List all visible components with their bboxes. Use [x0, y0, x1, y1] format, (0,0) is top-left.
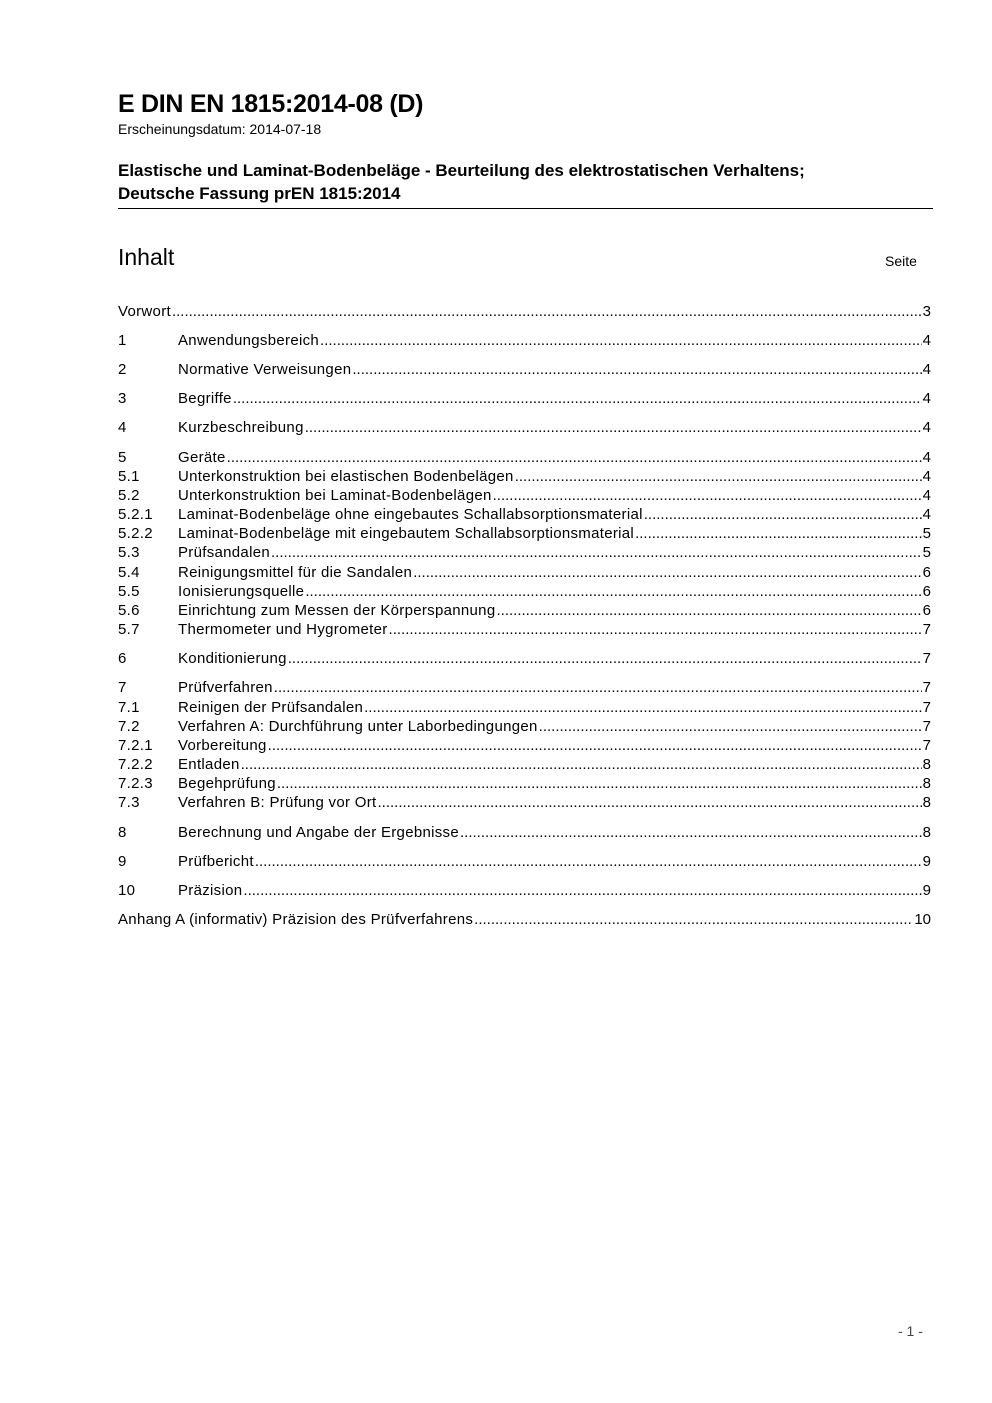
toc-entry-page: 4 — [922, 449, 931, 466]
toc-entry-page: 7 — [922, 621, 931, 638]
toc-entry-page: 9 — [922, 882, 931, 899]
toc-dot-leader — [305, 582, 921, 601]
toc-entry[interactable] — [118, 524, 931, 543]
toc-entry[interactable] — [118, 881, 931, 900]
toc-entry-title: Konditionierung — [178, 650, 287, 667]
toc-entry-number: 6 — [118, 650, 127, 667]
title-line-1: Elastische und Laminat-Bodenbeläge - Beurteilung des elektrostatischen Verhaltens; — [118, 161, 805, 180]
toc-entry[interactable] — [118, 582, 931, 601]
toc-entry-page: 6 — [922, 602, 931, 619]
toc-entry[interactable] — [118, 698, 931, 717]
toc-dot-leader — [474, 910, 913, 929]
toc-entry[interactable] — [118, 505, 931, 524]
toc-entry[interactable] — [118, 543, 931, 562]
toc-entry[interactable] — [118, 774, 931, 793]
toc-entry-number: 9 — [118, 853, 127, 870]
toc-entry-title: Reinigen der Prüfsandalen — [178, 699, 364, 716]
toc-entry-number: 5.2.1 — [118, 506, 153, 523]
toc-entry-title: Laminat-Bodenbeläge mit eingebautem Schallabsorptionsmaterial — [178, 525, 635, 542]
toc-entry-page: 8 — [922, 824, 931, 841]
toc-entry-page: 8 — [922, 794, 931, 811]
toc-entry-page: 4 — [922, 506, 931, 523]
toc-entry-number: 7.1 — [118, 699, 140, 716]
toc-entry-number: 7.2.3 — [118, 775, 153, 792]
toc-entry-page: 8 — [922, 756, 931, 773]
toc-entry-title: Entladen — [178, 756, 240, 773]
toc-entry-page: 6 — [922, 564, 931, 581]
toc-entry[interactable] — [118, 736, 931, 755]
toc-entry-number: 2 — [118, 361, 127, 378]
toc-dot-leader — [460, 823, 922, 842]
toc-entry-title: Vorbereitung — [178, 737, 267, 754]
toc-entry-number: 3 — [118, 390, 127, 407]
toc-entry-number: 5.3 — [118, 544, 140, 561]
toc-entry[interactable] — [118, 486, 931, 505]
toc-entry[interactable] — [118, 418, 931, 437]
toc-entry-title: Unterkonstruktion bei Laminat-Bodenbelägen — [178, 487, 492, 504]
toc-dot-leader — [635, 524, 922, 543]
toc-entry-page: 7 — [922, 718, 931, 735]
toc-dot-leader — [364, 698, 922, 717]
toc-entry-title: Anwendungsbereich — [178, 332, 320, 349]
toc-entry[interactable] — [118, 331, 931, 350]
toc-entry-number: 1 — [118, 332, 127, 349]
toc-entry-number: 8 — [118, 824, 127, 841]
toc-entry-page: 5 — [922, 544, 931, 561]
toc-entry-page: 4 — [922, 361, 931, 378]
toc-entry-page: 6 — [922, 583, 931, 600]
toc-entry-title: Ionisierungsquelle — [178, 583, 305, 600]
toc-dot-leader — [515, 467, 922, 486]
toc-dot-leader — [227, 448, 922, 467]
toc-dot-leader — [539, 717, 922, 736]
document-code: E DIN EN 1815:2014-08 (D) — [118, 90, 424, 118]
toc-entry-number: 5.7 — [118, 621, 140, 638]
toc-entry-title: Thermometer und Hygrometer — [178, 621, 388, 638]
toc-dot-leader — [493, 486, 922, 505]
toc-entry[interactable] — [118, 755, 931, 774]
toc-dot-leader — [271, 543, 922, 562]
toc-entry-page: 4 — [922, 332, 931, 349]
toc-entry-title: Normative Verweisungen — [178, 361, 352, 378]
page-column-label: Seite — [885, 253, 917, 269]
toc-entry-page: 10 — [914, 911, 931, 928]
toc-entry-page: 7 — [922, 699, 931, 716]
toc-entry-title: Laminat-Bodenbeläge ohne eingebautes Schallabsorptionsmaterial — [178, 506, 643, 523]
release-date: Erscheinungsdatum: 2014-07-18 — [118, 121, 322, 137]
toc-entry[interactable] — [118, 649, 931, 668]
toc-entry-page: 8 — [922, 775, 931, 792]
toc-entry-number: 5.1 — [118, 468, 140, 485]
toc-entry-page: 4 — [922, 419, 931, 436]
toc-entry-title: Präzision — [178, 882, 243, 899]
document-title — [118, 159, 933, 209]
toc-dot-leader — [352, 360, 921, 379]
title-line-2: Deutsche Fassung prEN 1815:2014 — [118, 184, 401, 203]
toc-dot-leader — [274, 678, 922, 697]
toc-entry-number: 7.3 — [118, 794, 140, 811]
toc-dot-leader — [277, 774, 922, 793]
toc-entry-page: 7 — [922, 650, 931, 667]
toc-entry[interactable] — [118, 910, 931, 929]
toc-entry-number: 10 — [118, 882, 136, 899]
toc-entry[interactable] — [118, 467, 931, 486]
toc-dot-leader — [644, 505, 922, 524]
toc-entry[interactable] — [118, 678, 931, 697]
toc-entry-page: 4 — [922, 390, 931, 407]
toc-dot-leader — [378, 793, 922, 812]
toc-entry-title: Verfahren B: Prüfung vor Ort — [178, 794, 377, 811]
toc-entry[interactable] — [118, 448, 931, 467]
toc-entry-number: 4 — [118, 419, 127, 436]
toc-entry-page: 3 — [922, 303, 931, 320]
toc-entry[interactable] — [118, 717, 931, 736]
toc-entry-title: Prüfbericht — [178, 853, 254, 870]
toc-dot-leader — [389, 620, 922, 639]
toc-entry[interactable] — [118, 823, 931, 842]
toc-entry-title: Reinigungsmittel für die Sandalen — [178, 564, 413, 581]
toc-dot-leader — [268, 736, 922, 755]
toc-entry-number: 5.4 — [118, 564, 140, 581]
toc-entry-number: 5.5 — [118, 583, 140, 600]
toc-entry-title: Begriffe — [178, 390, 232, 407]
toc-dot-leader — [305, 418, 922, 437]
toc-entry[interactable] — [118, 302, 931, 321]
toc-entry-number: 7 — [118, 679, 127, 696]
page-number: - 1 - — [898, 1323, 923, 1339]
toc-entry-page: 4 — [922, 487, 931, 504]
toc-dot-leader — [320, 331, 922, 350]
toc-entry-page: 9 — [922, 853, 931, 870]
toc-entry-title: Prüfverfahren — [178, 679, 273, 696]
toc-dot-leader — [233, 389, 922, 408]
toc-entry-title: Kurzbeschreibung — [178, 419, 304, 436]
toc-entry-title: Unterkonstruktion bei elastischen Bodenbelägen — [178, 468, 514, 485]
toc-entry-number: 7.2.1 — [118, 737, 153, 754]
toc-entry-title: Vorwort — [118, 303, 171, 320]
toc-dot-leader — [288, 649, 922, 668]
toc-entry-title: Prüfsandalen — [178, 544, 270, 561]
toc-dot-leader — [243, 881, 921, 900]
toc-entry-page: 5 — [922, 525, 931, 542]
toc-entry-number: 5 — [118, 449, 127, 466]
toc-entry[interactable] — [118, 360, 931, 379]
toc-entry[interactable] — [118, 389, 931, 408]
toc-entry-page: 7 — [922, 679, 931, 696]
toc-entry[interactable] — [118, 563, 931, 582]
toc-heading: Inhalt — [118, 244, 175, 270]
toc-entry[interactable] — [118, 601, 931, 620]
toc-entry-page: 7 — [922, 737, 931, 754]
toc-dot-leader — [413, 563, 921, 582]
toc-entry[interactable] — [118, 852, 931, 871]
toc-dot-leader — [241, 755, 922, 774]
toc-dot-leader — [255, 852, 922, 871]
toc-entry-title: Berechnung und Angabe der Ergebnisse — [178, 824, 460, 841]
toc-dot-leader — [172, 302, 922, 321]
toc-entry-title: Begehprüfung — [178, 775, 276, 792]
toc-entry-number: 5.2.2 — [118, 525, 153, 542]
toc-entry-number: 5.6 — [118, 602, 140, 619]
toc-entry[interactable] — [118, 620, 931, 639]
toc-entry-page: 4 — [922, 468, 931, 485]
toc-entry-title: Anhang A (informativ) Präzision des Prüfverfahrens — [118, 911, 474, 928]
toc-entry-title: Verfahren A: Durchführung unter Laborbedingungen — [178, 718, 538, 735]
toc-entry-number: 7.2.2 — [118, 756, 153, 773]
toc-entry-number: 5.2 — [118, 487, 140, 504]
toc-entry[interactable] — [118, 793, 931, 812]
toc-dot-leader — [496, 601, 921, 620]
toc-entry-title: Geräte — [178, 449, 226, 466]
toc-entry-title: Einrichtung zum Messen der Körperspannung — [178, 602, 496, 619]
toc-entry-number: 7.2 — [118, 718, 140, 735]
